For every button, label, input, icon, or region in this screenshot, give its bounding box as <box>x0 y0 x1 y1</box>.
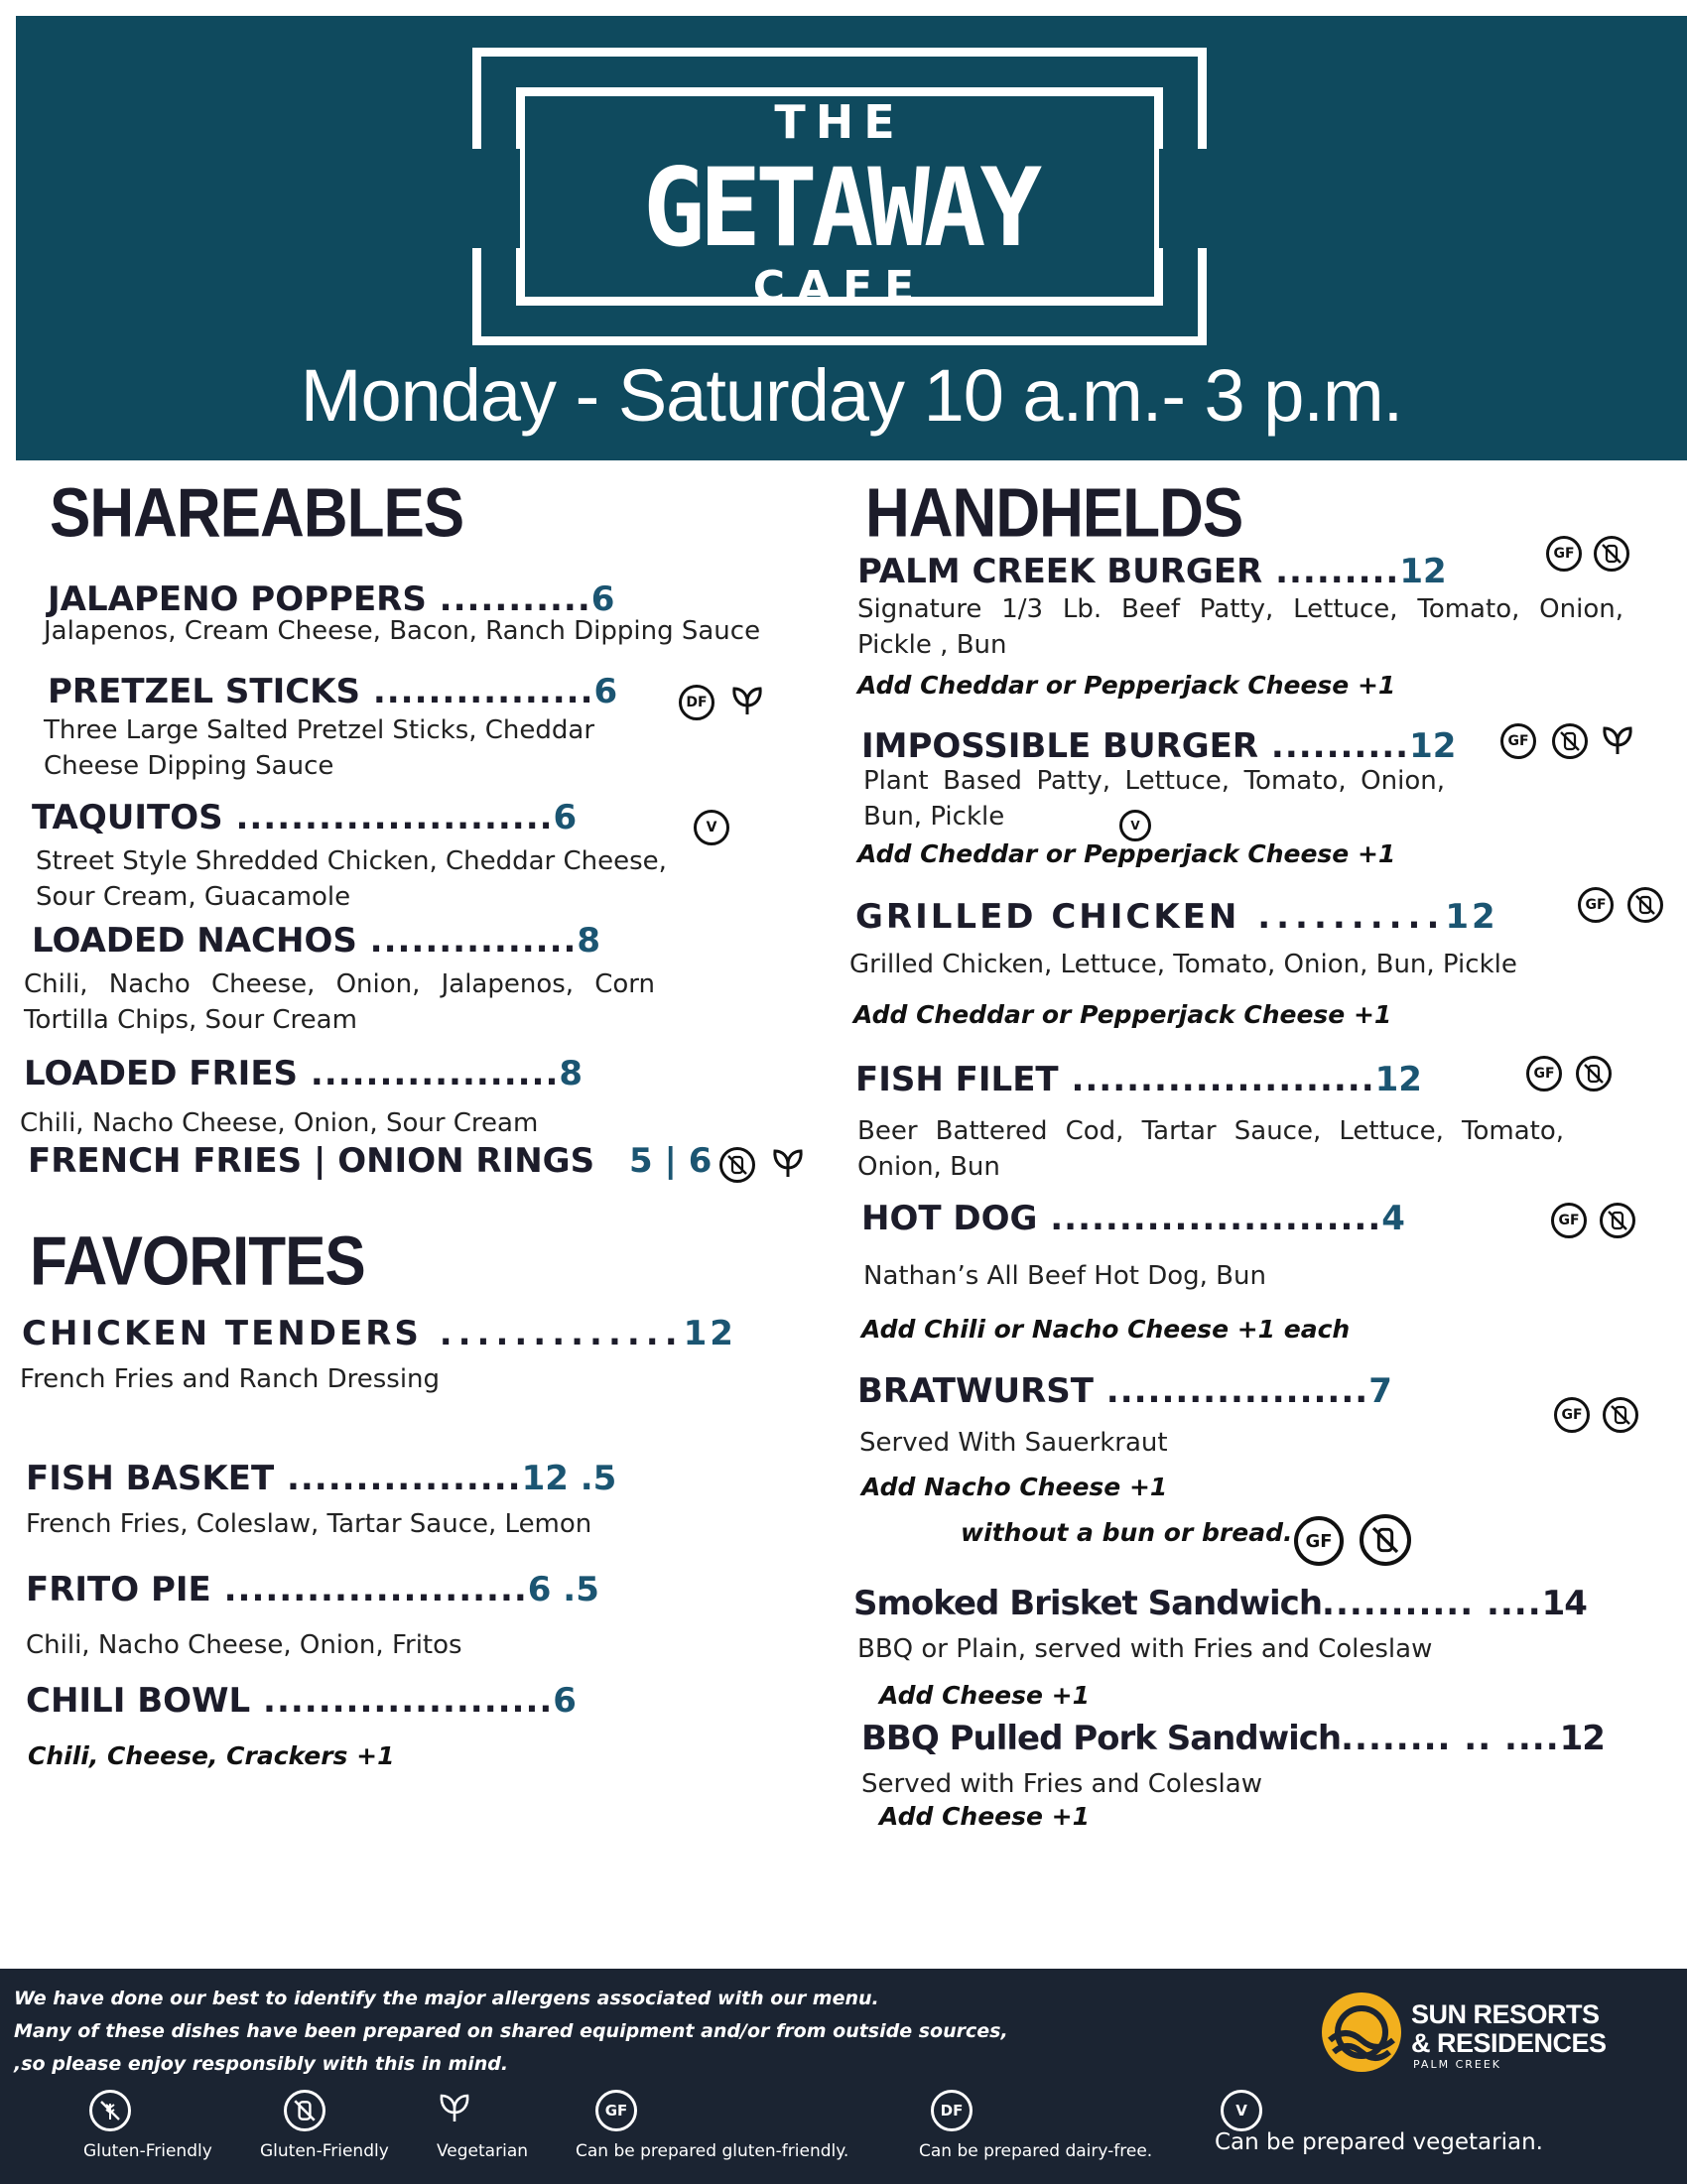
item-description: Chili, Nacho Cheese, Onion, Sour Cream <box>20 1108 539 1138</box>
section-title-favorites: FAVORITES <box>30 1223 365 1301</box>
item-description: Three Large Salted Pretzel Sticks, Cheddar Cheese Dipping Sauce <box>44 715 595 781</box>
menu-item-chicken-tenders: CHICKEN TENDERS .............12 <box>22 1314 736 1353</box>
allergen-note: without a bun or bread. <box>961 1518 1293 1547</box>
item-name: JALAPENO POPPERS <box>48 579 427 619</box>
gf-badge-icon: GF <box>595 2090 637 2131</box>
vegetarian-leaf-icon <box>435 2090 474 2125</box>
item-description: French Fries, Coleslaw, Tartar Sauce, Lemon <box>26 1509 592 1539</box>
gf-badge-icon: GF <box>1526 1056 1562 1092</box>
item-description: BBQ or Plain, served with Fries and Coleslaw <box>857 1634 1433 1664</box>
allergen-disclaimer: We have done our best to identify the major allergens associated with our menu. Many of these dishes have been prepared on shared equipment and/or from outside sources, ,so please enjoy responsibly with this in mind. <box>14 1988 1008 2075</box>
gf-badge-icon: GF <box>1294 1516 1344 1566</box>
no-bread-icon <box>719 1147 755 1183</box>
item-description: Nathan’s All Beef Hot Dog, Bun <box>863 1261 1266 1291</box>
item-description: Chili, Cheese, Crackers +1 <box>28 1741 395 1770</box>
item-description: Chili, Nacho Cheese, Onion, Jalapenos, Corn Tortilla Chips, Sour Cream <box>24 969 655 1035</box>
menu-item-french-fries-onion-rings: FRENCH FRIES | ONION RINGS <box>28 1141 595 1181</box>
vegetarian-leaf-icon <box>768 1145 808 1181</box>
gf-badge-icon: GF <box>1500 723 1536 759</box>
no-bread-icon <box>284 2090 325 2131</box>
no-bread-icon <box>1594 536 1629 572</box>
menu-item-loaded-nachos: LOADED NACHOS ...............8 <box>32 921 601 961</box>
item-description: Jalapenos, Cream Cheese, Bacon, Ranch Dipping Sauce <box>44 616 761 646</box>
no-bread-icon <box>1600 1203 1635 1238</box>
menu-item-pretzel-sticks: PRETZEL STICKS ................6 <box>48 672 618 711</box>
no-bread-icon <box>1360 1514 1411 1566</box>
gf-badge-icon: GF <box>1578 887 1614 923</box>
no-bread-icon <box>1603 1397 1638 1433</box>
menu-item-fish-basket: FISH BASKET .................12 .5 <box>26 1459 617 1498</box>
menu-item-loaded-fries: LOADED FRIES ..................8 <box>24 1054 584 1093</box>
item-description: Served With Sauerkraut <box>859 1428 1168 1458</box>
section-title-shareables: SHAREABLES <box>50 475 464 553</box>
menu-item-bratwurst: BRATWURST ...................7 <box>857 1371 1392 1411</box>
item-description: Grilled Chicken, Lettuce, Tomato, Onion, Bun, Pickle <box>849 950 1517 979</box>
menu-item-fish-filet: FISH FILET ......................12 <box>855 1060 1422 1099</box>
item-price: 6 <box>590 579 615 619</box>
vegetarian-leaf-icon <box>727 683 767 718</box>
item-description: French Fries and Ranch Dressing <box>20 1364 441 1394</box>
menu-item-impossible-burger: IMPOSSIBLE BURGER ..........12 <box>861 726 1457 766</box>
menu-item-chili-bowl: CHILI BOWL .....................6 <box>26 1681 577 1721</box>
no-bread-icon <box>1552 723 1588 759</box>
menu-item-bbq-pulled-pork-sandwich: BBQ Pulled Pork Sandwich........ .. ....12 <box>861 1719 1605 1758</box>
item-addon: Add Cheddar or Pepperjack Cheese +1 <box>857 671 1396 700</box>
item-addon: Add Chili or Nacho Cheese +1 each <box>861 1315 1351 1344</box>
item-addon: Add Cheddar or Pepperjack Cheese +1 <box>857 839 1396 868</box>
menu-item-frito-pie: FRITO PIE ......................6 .5 <box>26 1570 599 1609</box>
item-description: Served with Fries and Coleslaw <box>861 1769 1262 1799</box>
menu-item-grilled-chicken: GRILLED CHICKEN ..........12 <box>855 897 1498 937</box>
item-description: Signature 1/3 Lb. Beef Patty, Lettuce, Tomato, Onion, Pickle , Bun <box>857 594 1623 660</box>
item-description: Chili, Nacho Cheese, Onion, Fritos <box>26 1630 462 1660</box>
no-bread-icon <box>1576 1056 1612 1092</box>
item-price: 5 | 6 <box>629 1141 713 1181</box>
brand-name: SUN RESORTS & RESIDENCES <box>1411 1999 1607 2058</box>
logo-cafe: CAFE <box>752 262 927 313</box>
brand-location: PALM CREEK <box>1413 2058 1502 2071</box>
item-addon: Add Cheese +1 <box>879 1802 1091 1831</box>
item-addon: Add Cheese +1 <box>879 1681 1091 1710</box>
menu-item-jalapeno-poppers: JALAPENO POPPERS ...........6 <box>48 579 615 619</box>
vegetarian-leaf-icon <box>1598 722 1637 758</box>
v-badge-icon: V <box>1221 2090 1262 2131</box>
gf-badge-icon: GF <box>1546 536 1582 572</box>
item-description: Beer Battered Cod, Tartar Sauce, Lettuce, Tomato, Onion, Bun <box>857 1116 1564 1182</box>
item-addon: Add Nacho Cheese +1 <box>861 1473 1168 1501</box>
item-description: Plant Based Patty, Lettuce, Tomato, Onion, Bun, Pickle <box>863 766 1445 832</box>
item-addon: Add Cheddar or Pepperjack Cheese +1 <box>853 1000 1392 1029</box>
logo-name: GETAWAY <box>642 143 1037 272</box>
menu-item-taquitos: TAQUITOS .......................6 <box>32 798 578 837</box>
menu-item-smoked-brisket-sandwich: Smoked Brisket Sandwich........... ....14 <box>853 1584 1587 1623</box>
logo-the: THE <box>774 95 905 149</box>
gluten-free-icon <box>89 2090 131 2131</box>
df-badge-icon: DF <box>679 685 714 720</box>
gf-badge-icon: GF <box>1551 1203 1587 1238</box>
gf-badge-icon: GF <box>1554 1397 1590 1433</box>
v-badge-icon: V <box>694 810 729 845</box>
menu-item-hot-dog: HOT DOG ........................4 <box>861 1199 1405 1238</box>
df-badge-icon: DF <box>931 2090 973 2131</box>
opening-hours: Monday - Saturday 10 a.m.- 3 p.m. <box>300 354 1403 437</box>
menu-item-palm-creek-burger: PALM CREEK BURGER .........12 <box>857 552 1447 591</box>
item-description: Street Style Shredded Chicken, Cheddar Cheese, Sour Cream, Guacamole <box>36 846 667 912</box>
v-badge-icon: V <box>1119 810 1151 841</box>
sun-resorts-logo-mark <box>1320 1991 1403 2074</box>
section-title-handhelds: HANDHELDS <box>865 475 1243 553</box>
no-bread-icon <box>1627 887 1663 923</box>
